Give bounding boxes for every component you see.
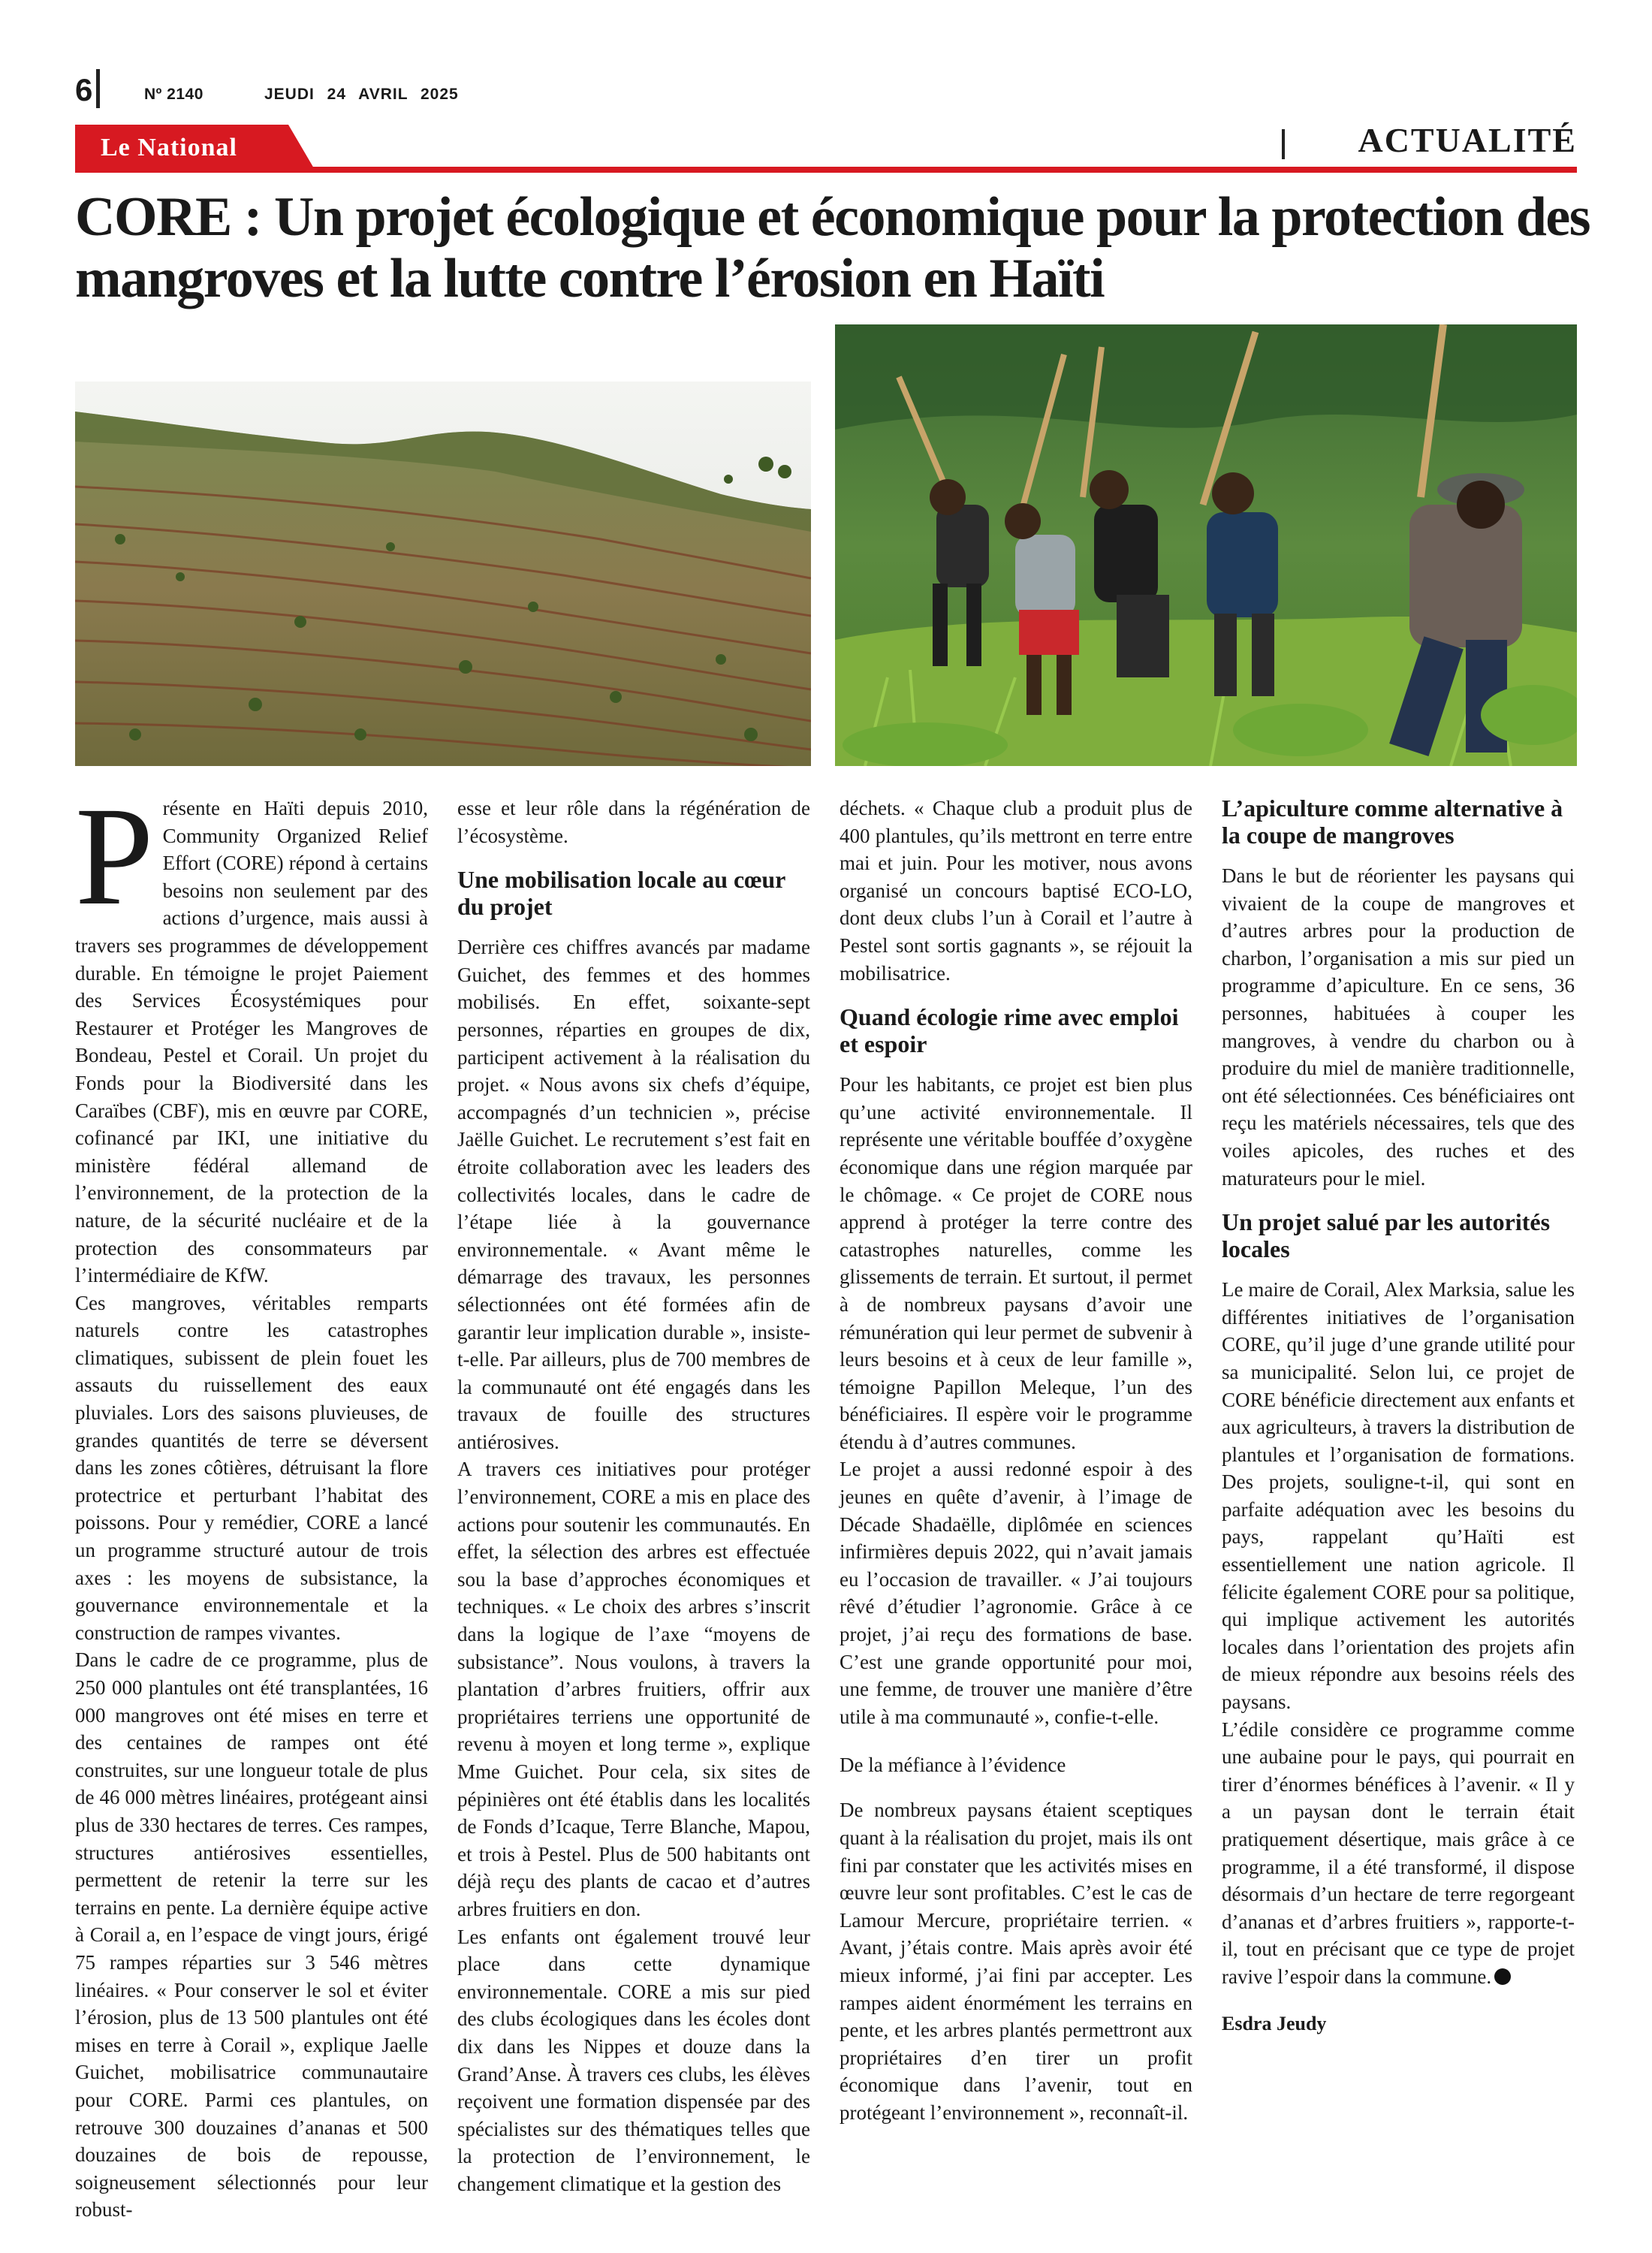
paragraph: Dans le cadre de ce programme, plus de 250 000 plantules ont été transplantées, 16 000 mangroves ont été mises en terre et des centaines de rampes ont été construites, sur une longueur totale de plus de 46 000 mètres linéaires, protégeant ainsi plus de 330 hectares de terres. Ces rampes, structures antiérosives essentielles, permettent de retenir la terre sur les terrains en pente. La dernière équipe active à Corail a, en l’espace de vingt jours, érigé 75 rampes réparties sur 3 546 mètres linéaires. « Pour conserver le sol et éviter l’érosion, plus de 13 500 plantules ont été mises en terre à Corail », explique Jaelle Guichet, mobilisatrice communautaire pour CORE. Parmi ces plantules, on retrouve 300 douzaines d’ananas et 500 douzaines de bois de repousse, soigneusement sélectionnés pour leur robust- (75, 1648, 428, 2221)
end-mark-icon (1494, 1968, 1511, 1985)
paragraph: Les enfants ont également trouvé leur place dans cette dynamique environnementale. CORE a mis sur pied des clubs écologiques dans les écoles dont dix dans les Nippes et douze dans la Grand’Anse. À travers ces clubs, les élèves reçoivent une formation dispensée par des spécialistes sur des thématiques telles que la protection de l’environnement, le changement climatique et la gestion des (457, 1925, 810, 2195)
photo-workers (835, 324, 1577, 766)
subheading: Quand écologie rime avec emploi et espoir (840, 1003, 1179, 1058)
drop-cap: P (75, 777, 154, 934)
paragraph: Le maire de Corail, Alex Marksia, salue les différentes initiatives de l’organisation CORE, qu’il juge d’une grande utilité pour sa municipalité. Selon lui, ce projet de CORE bénéficie directement aux enfants et aux agriculteurs, à travers la distribution de plantules et l’organisation de formations. Des projets, souligne-t-il, qui sont en parfaite adéquation avec les besoins du pays, rappelant qu’Haïti est essentiellement une nation agricole. Il félicite également CORE pour sa politique, qui implique activement les autorités locales dans l’orientation des projets afin de mieux répondre aux besoins réels des paysans. (1222, 1278, 1575, 1714)
brand-name: Le National (101, 134, 237, 161)
paragraph: A travers ces initiatives pour protéger l’environnement, CORE a mis en place des actions pour soutenir les communautés. En effet, la sélection des arbres est effectuée sou la base d’approches économiques et techniques. « Le choix des arbres s’inscrit dans la logique de l’axe “moyens de subsistance”. Nous voulons, à travers la plantation d’arbres fruitiers, offrir aux propriétaires terriens une opportunité de revenu à moyen et long terme », explique Mme Guichet. Pour cela, six sites de pépinières ont été établis dans les localités de Fonds d’Icaque, Terre Blanche, Mapou, et trois à Pestel. Plus de 500 habitants ont déjà reçu des plants de cacao et d’autres arbres fruitiers en don. (457, 1458, 810, 1920)
issue-number: Nº 2140 (144, 86, 203, 103)
header-rule (75, 167, 1577, 173)
paragraph: déchets. « Chaque club a produit plus de 400 plantules, qu’ils mettront en terre entre mai et juin. Pour les motiver, nous avons organisé un concours baptisé ECO-LO, dont deux clubs l’un à Corail et l’autre à Pestel sont sortis gagnants », se réjouit la mobilisatrice. (840, 797, 1192, 985)
closing-paragraph (1222, 1716, 1575, 1991)
page-number-divider (96, 69, 100, 108)
issue-date: JEUDI 24 AVRIL 2025 (264, 86, 459, 103)
subheading-plain: De la méfiance à l’évidence (840, 1754, 1066, 1777)
paragraph: Dans le but de réorienter les paysans qui vivaient de la coupe de mangroves et d’autres arbres pour la production de charbon, l’organisation a mis sur pied un programme d’apiculture. En ce sens, 36 personnes, habituées à couper les mangroves, à vendre du charbon ou à produire du miel de manière traditionnelle, ont été sélectionnées. Ces bénéficiaires ont reçu les matériels nécessaires, tels que des voiles apicoles, des ruches et des maturateurs pour le miel. (1222, 864, 1575, 1190)
article-title: CORE : Un projet écologique et économique pour la protection des mangroves et la lutte contre l’érosion en Haïti (75, 186, 1590, 309)
paragraph: Ces mangroves, véritables remparts naturels contre les catastrophes climatiques, subissent de plein fouet les assauts du ruissellement des eaux pluviales. Lors des saisons pluvieuses, de grandes quantités de terre se déversent dans les zones côtières, détruisant la flore protectrice et perturbant l’habitat des poissons. Pour y remédier, CORE a lancé un programme structuré autour de trois axes : les moyens de subsistance, la gouvernance environnementale et la construction de rampes vivantes. (75, 1291, 428, 1644)
article-column-1 (75, 777, 428, 2224)
section-divider (1282, 129, 1285, 159)
closing-text: L’édile considère ce programme comme une aubaine pour le pays, qui pourrait en tirer d’énormes bénéfices à l’avenir. « Il y a un paysan dont le terrain était pratiquement désertique, mais grâce à ce programme, il a été transformé, il dispose désormais d’un hectare de terre regorgeant d’ananas et d’arbres fruitiers », rapporte-t-il, tout en précisant que ce type de projet ravive l’espoir dans la commune. (1222, 1718, 1575, 1988)
paragraph: De nombreux paysans étaient sceptiques quant à la réalisation du projet, mais ils ont fini par constater que les activités mises en œuvre leur sont profitables. C’est le cas de Lamour Mercure, propriétaire terrien. « Avant, j’étais contre. Mais après avoir été mieux informé, j’ai fini par accepter. Les rampes aident énormément les terrains en pente, et les arbres plantés permettront aux propriétaires d’en tirer un profit économique dans l’avenir, tout en protégeant l’environnement », reconnaît-il. (840, 1799, 1192, 2124)
subheading: Une mobilisation locale au cœur du projet (457, 866, 785, 921)
author-byline: Esdra Jeudy (1222, 2012, 1327, 2034)
section-name: ACTUALITÉ (1358, 121, 1577, 159)
paragraph: Derrière ces chiffres avancés par madame Guichet, des femmes et des hommes mobilisés. En effet, soixante-sept personnes, réparties en groupes de dix, participent activement à la réalisation du projet. « Nous avons six chefs d’équipe, accompagnés d’un technicien », précise Jaëlle Guichet. Le recrutement s’est fait en étroite collaboration avec les leaders des collectivités locales, dans le cadre de l’étape liée à la gouvernance environnementale. « Avant même le démarrage des travaux, les personnes sélectionnées ont été formées afin de garantir leur implication durable », insiste-t-elle. Par ailleurs, plus de 700 membres de la communauté ont été engagés dans les travaux de fouille des structures antiérosives. (457, 936, 810, 1453)
paragraph: Le projet a aussi redonné espoir à des jeunes en quête d’avenir, à l’image de Décade Shadaëlle, diplômée en sciences infirmières depuis 2022, qui n’avait jamais eu l’occasion de travailler. « J’ai toujours rêvé d’étudier l’agronomie. Grâce à ce projet, j’ai reçu des formations de base. C’est une grande opportunité pour moi, une femme, de trouver une manière d’être utile à ma communauté », confie-t-elle. (840, 1458, 1192, 1728)
subheading: Un projet salué par les autorités locales (1222, 1208, 1551, 1263)
lead-text: résente en Haïti depuis 2010, Community Organized Relief Effort (CORE) répond à certains besoins non seulement par des actions d’urgence, mais aussi à travers ses programmes de développement durable. En témoigne le projet Paiement des Services Écosystémiques pour Restaurer et Protéger les Mangroves de Bondeau, Pestel et Corail. Un projet du Fonds pour la Biodiversité dans les Caraïbes (CBF), mis en œuvre par CORE, cofinancé par IKI, une initiative du ministère fédéral allemand de l’environnement, de la protection de la nature, de la sécurité nucléaire et de la protection des consommateurs par l’intermédiaire de KfW. (75, 797, 428, 1287)
page-number: 6 (75, 72, 93, 107)
paragraph: esse et leur rôle dans la régénération de l’écosystème. (457, 797, 810, 847)
terraced-hillside-photo (75, 382, 811, 766)
subheading: L’apiculture comme alternative à la coupe de mangroves (1222, 795, 1563, 849)
article-column-2 (457, 795, 810, 2198)
workers-with-pickaxes-photo (835, 324, 1577, 766)
article-column-3 (840, 795, 1192, 2127)
paragraph: Pour les habitants, ce projet est bien plus qu’une activité environnementale. Il représente une véritable bouffée d’oxygène économique dans une région marquée par le chômage. « Ce projet de CORE nous apprend à protéger la terre contre des catastrophes naturelles, comme les glissements de terrain. Et surtout, il permet à de nombreux paysans d’avoir une rémunération qui leur permet de subvenir à leurs besoins et à ceux de leur famille », témoigne Papillon Meleque, l’un des bénéficiaires. Il espère voir le programme étendu à d’autres communes. (840, 1073, 1192, 1453)
article-column-4 (1222, 795, 1575, 2037)
photo-hillside (75, 382, 811, 766)
lead-paragraph (75, 777, 428, 1289)
brand-tab (75, 125, 315, 168)
